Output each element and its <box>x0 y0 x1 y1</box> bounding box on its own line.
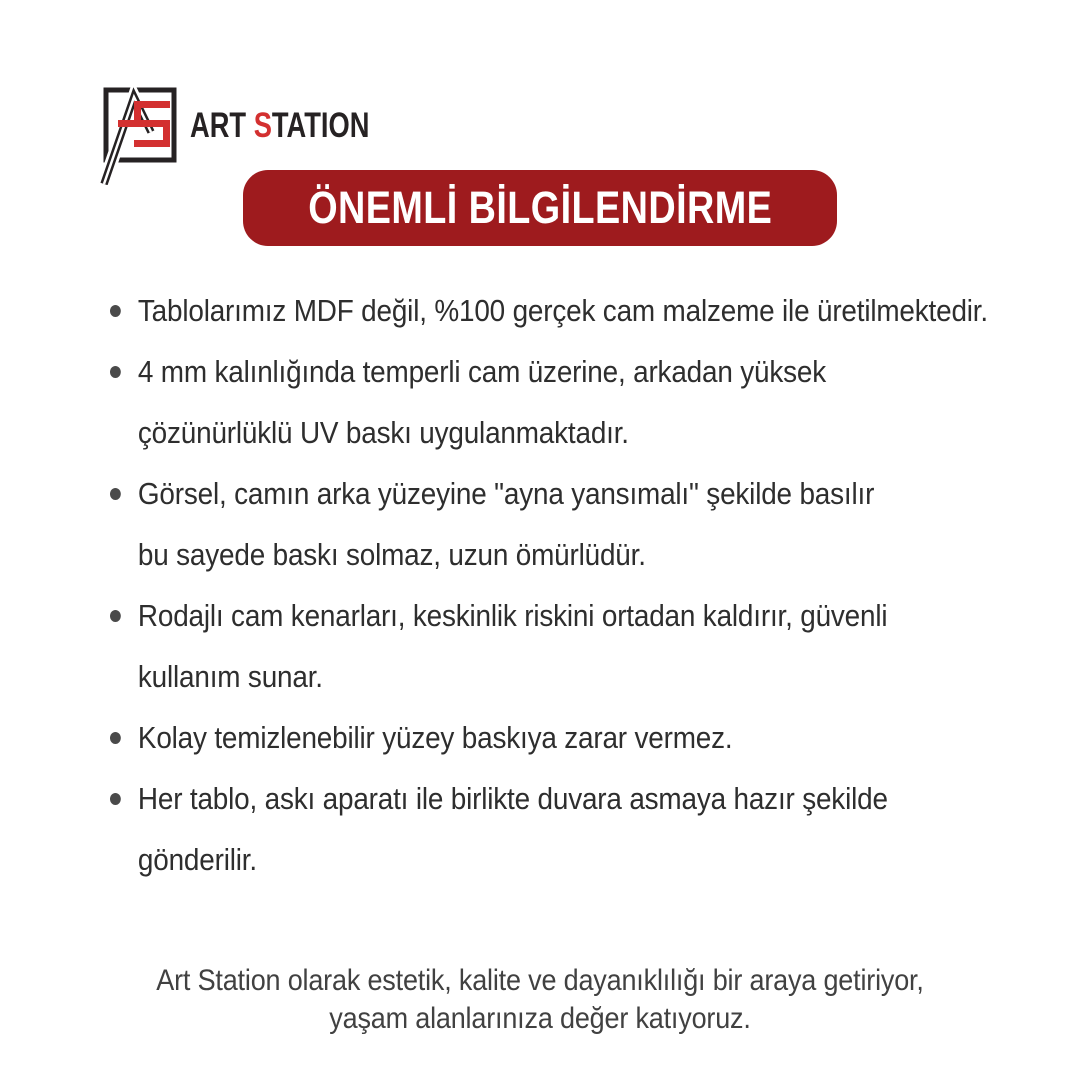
bullet-continuation-line <box>110 524 1037 585</box>
footer-line: Art Station olarak estetik, kalite ve dayanıklılığı bir araya getiriyor, <box>156 964 924 997</box>
info-list <box>110 280 1037 890</box>
footer-tagline <box>54 962 1026 1038</box>
bullet-dot-icon <box>110 305 121 317</box>
bullet-text: çözünürlüklü UV baskı uygulanmaktadır. <box>137 415 629 450</box>
bullet-text: Görsel, camın arka yüzeyine "ayna yansımalı" şekilde basılır <box>137 476 875 511</box>
bullet-dot-icon <box>110 488 121 500</box>
bullet-text: gönderilir. <box>137 842 257 877</box>
important-info-banner <box>243 170 837 246</box>
art-station-logo-icon <box>100 85 180 185</box>
bullet-text: Rodajlı cam kenarları, keskinlik riskini ortadan kaldırır, güvenli <box>137 598 888 633</box>
bullet-text: Tablolarımız MDF değil, %100 gerçek cam malzeme ile üretilmektedir. <box>137 293 988 328</box>
bullet-text: bu sayede baskı solmaz, uzun ömürlüdür. <box>137 537 646 572</box>
brand-name-accent: S <box>253 106 272 145</box>
bullet-dot-icon <box>110 793 121 805</box>
bullet-text: Her tablo, askı aparatı ile birlikte duvara asmaya hazır şekilde <box>137 781 888 816</box>
bullet-text: Kolay temizlenebilir yüzey baskıya zarar vermez. <box>137 720 733 755</box>
brand-name-part: ART <box>190 106 254 145</box>
banner-title: ÖNEMLİ BİLGİLENDİRME <box>307 182 773 233</box>
bullet-line <box>110 341 1037 402</box>
bullet-line <box>110 707 1037 768</box>
bullet-text: kullanım sunar. <box>137 659 323 694</box>
bullet-line <box>110 768 1037 829</box>
bullet-dot-icon <box>110 732 121 744</box>
bullet-continuation-line <box>110 646 1037 707</box>
bullet-text: 4 mm kalınlığında temperli cam üzerine, arkadan yüksek <box>137 354 827 389</box>
bullet-continuation-line <box>110 402 1037 463</box>
bullet-line <box>110 463 1037 524</box>
bullet-dot-icon <box>110 366 121 378</box>
brand-name-part: TATION <box>271 106 370 145</box>
bullet-line <box>110 585 1037 646</box>
bullet-continuation-line <box>110 829 1037 890</box>
bullet-line <box>110 280 1037 341</box>
footer-line: yaşam alanlarınıza değer katıyoruz. <box>329 1002 751 1035</box>
bullet-dot-icon <box>110 610 121 622</box>
brand-logotype <box>190 106 369 146</box>
